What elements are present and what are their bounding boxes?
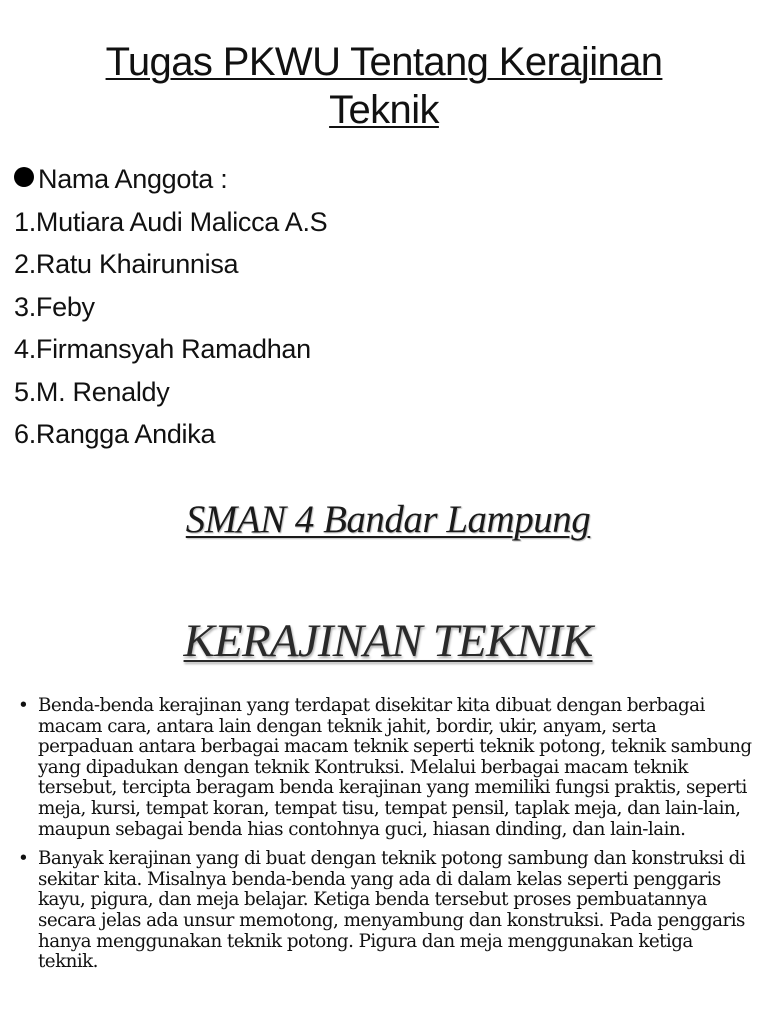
page-title: [0, 38, 768, 134]
bullet-dot-icon: [14, 167, 34, 187]
member-item: 1.Mutiara Audi Malicca A.S: [14, 206, 328, 237]
page-title-line-1: Tugas PKWU Tentang Kerajinan: [105, 40, 663, 84]
page-title-line-2: Teknik: [329, 88, 439, 132]
member-heading-text: Nama Anggota :: [38, 164, 228, 194]
paragraph-item: • Banyak kerajinan yang di buat dengan teknik potong sambung dan konstruksi di sekitar kita. Misalnya benda-benda yang ada di dalam kelas seperti penggaris kayu, pigura, dan meja belajar. Ketiga benda tersebut proses pembuatannya secara jelas ada unsur memotong, menyambung dan konstruksi. Pada penggaris hanya menggunakan teknik potong. Pigura dan meja menggunakan ketiga teknik.: [18, 849, 756, 973]
member-item: 4.Firmansyah Ramadhan: [14, 334, 311, 364]
member-item: 3.Feby: [14, 291, 95, 322]
paragraph-item: • Benda-benda kerajinan yang terdapat disekitar kita dibuat dengan berbagai macam cara, antara lain dengan teknik jahit, bordir, ukir, anyam, serta perpaduan antara berbagai macam teknik seperti teknik potong, teknik sambung yang dipadukan dengan teknik Kontruksi. Melalui berbagai macam teknik tersebut, tercipta beragam benda kerajinan yang memiliki fungsi praktis, seperti meja, kursi, tempat koran, tempat tisu, tempat pensil, taplak meja, dan lain-lain, maupun sebagai benda hias contohnya guci, hiasan dinding, dan lain-lain.: [18, 696, 756, 840]
member-list: [14, 158, 327, 456]
section-title: KERAJINAN TEKNIK: [183, 615, 593, 667]
member-item: 6.Rangga Andika: [14, 419, 216, 449]
member-item: 2.Ratu Khairunnisa: [14, 249, 239, 279]
member-item: 5.M. Renaldy: [14, 376, 170, 407]
paragraph-list: [18, 696, 756, 982]
member-list-heading: [14, 158, 327, 201]
school-name: SMAN 4 Bandar Lampung: [185, 498, 591, 541]
